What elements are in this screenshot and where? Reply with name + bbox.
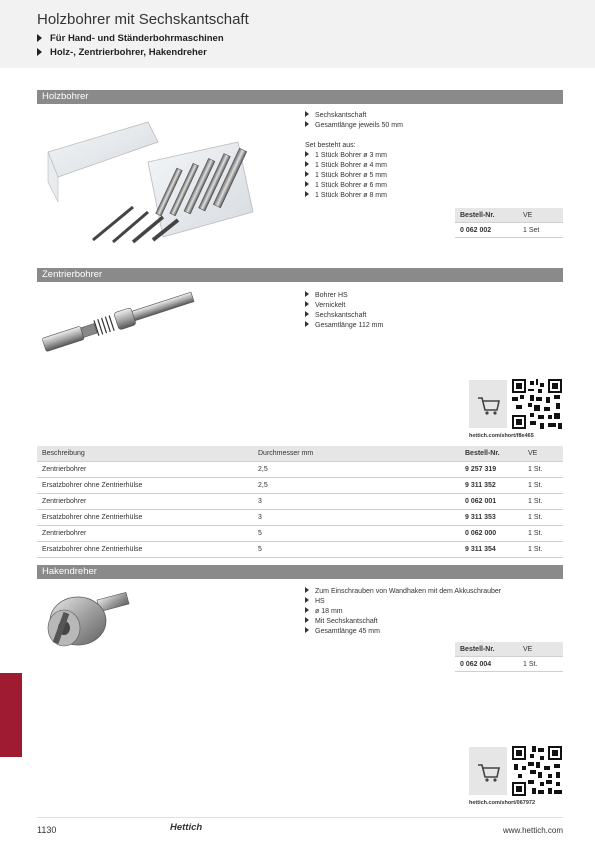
section-bar-hakendreher: Hakendreher [37, 565, 563, 579]
table-row [455, 657, 563, 672]
triangle-bullet-icon [305, 171, 309, 177]
hook-driver-image [40, 586, 135, 661]
shop-link[interactable] [469, 747, 507, 795]
cell-ve: 1 St. [523, 478, 563, 494]
header-order-number: Bestell-Nr. [455, 642, 518, 657]
short-url-hakendreher[interactable]: hettich.com/short/067972 [469, 800, 536, 806]
cell-description: Ersatzbohrer ohne Zentrierhülse [37, 542, 253, 558]
triangle-bullet-icon [305, 191, 309, 197]
brand-logo: Hettich [170, 822, 203, 833]
list-item: 1 Stück Bohrer ø 4 mm [305, 161, 387, 171]
table-header-row [455, 208, 563, 223]
header-ve: VE [518, 208, 563, 223]
triangle-bullet-icon [305, 321, 309, 327]
cell-order-number: 9 257 319 [460, 462, 523, 478]
ve-value: 1 St. [518, 657, 563, 672]
cell-ve: 1 St. [523, 526, 563, 542]
cell-ve: 1 St. [523, 542, 563, 558]
list-item: Gesamtlänge jeweils 50 mm [305, 121, 403, 131]
table-header-row [455, 642, 563, 657]
chapter-tab [0, 673, 22, 757]
subtitle-1: Für Hand- und Ständerbohrmaschinen [37, 33, 224, 44]
cell-description: Ersatzbohrer ohne Zentrierhülse [37, 478, 253, 494]
cell-order-number: 0 062 000 [460, 526, 523, 542]
triangle-bullet-icon [305, 121, 309, 127]
shop-link[interactable] [469, 380, 507, 428]
page-number: 1130 [37, 825, 57, 835]
shopping-cart-icon [469, 380, 507, 428]
cell-diameter: 5 [253, 526, 460, 542]
cell-ve: 1 St. [523, 494, 563, 510]
table-row [37, 542, 563, 558]
order-table-zentrierbohrer [37, 446, 563, 558]
order-number: 0 062 002 [455, 223, 518, 238]
table-row [37, 462, 563, 478]
website-link[interactable]: www.hettich.com [502, 826, 563, 835]
cell-diameter: 3 [253, 494, 460, 510]
footer-divider [37, 817, 563, 818]
list-item: Gesamtlänge 45 mm [305, 627, 501, 637]
center-drill-image [38, 288, 203, 353]
triangle-bullet-icon [305, 151, 309, 157]
list-item: 1 Stück Bohrer ø 8 mm [305, 191, 387, 201]
table-row [455, 223, 563, 238]
cell-diameter: 2,5 [253, 462, 460, 478]
cell-diameter: 3 [253, 510, 460, 526]
list-item: Sechskantschaft [305, 311, 383, 321]
triangle-bullet-icon [305, 617, 309, 623]
list-item: 1 Stück Bohrer ø 5 mm [305, 171, 387, 181]
drill-set-image [38, 112, 258, 252]
list-item: HS [305, 597, 501, 607]
set-items-list [305, 151, 387, 201]
table-row [37, 478, 563, 494]
cell-ve: 1 St. [523, 510, 563, 526]
cell-order-number: 9 311 353 [460, 510, 523, 526]
triangle-bullet-icon [305, 311, 309, 317]
header-order-number: Bestell-Nr. [455, 208, 518, 223]
list-item: Gesamtlänge 112 mm [305, 321, 383, 331]
cell-diameter: 2,5 [253, 478, 460, 494]
order-table-hakendreher [455, 642, 563, 672]
triangle-bullet-icon [305, 301, 309, 307]
triangle-bullet-icon [305, 181, 309, 187]
triangle-bullet-icon [37, 48, 42, 56]
triangle-bullet-icon [305, 627, 309, 633]
cell-description: Zentrierbohrer [37, 462, 253, 478]
list-item: Mit Sechskantschaft [305, 617, 501, 627]
table-row [37, 526, 563, 542]
header-order-number: Bestell-Nr. [460, 446, 523, 462]
list-item: Vernickelt [305, 301, 383, 311]
triangle-bullet-icon [305, 111, 309, 117]
page-header [0, 0, 595, 68]
subtitle-2: Holz-, Zentrierbohrer, Hakendreher [37, 47, 207, 58]
list-item: Zum Einschrauben von Wandhaken mit dem Akkuschrauber [305, 587, 501, 597]
shopping-cart-icon [469, 747, 507, 795]
list-item: 1 Stück Bohrer ø 6 mm [305, 181, 387, 191]
header-ve: VE [518, 642, 563, 657]
qr-code-icon[interactable] [512, 746, 562, 796]
cell-order-number: 9 311 352 [460, 478, 523, 494]
feature-list-hakendreher [305, 587, 501, 637]
list-item: Bohrer HS [305, 291, 383, 301]
list-item: Sechskantschaft [305, 111, 403, 121]
cell-order-number: 9 311 354 [460, 542, 523, 558]
cell-description: Zentrierbohrer [37, 494, 253, 510]
feature-list-zentrierbohrer [305, 291, 383, 331]
triangle-bullet-icon [305, 161, 309, 167]
cell-ve: 1 St. [523, 462, 563, 478]
list-item: 1 Stück Bohrer ø 3 mm [305, 151, 387, 161]
list-item: ø 18 mm [305, 607, 501, 617]
cell-diameter: 5 [253, 542, 460, 558]
triangle-bullet-icon [305, 587, 309, 593]
cell-description: Ersatzbohrer ohne Zentrierhülse [37, 510, 253, 526]
ve-value: 1 Set [518, 223, 563, 238]
table-row [37, 510, 563, 526]
set-label: Set besteht aus: [305, 142, 356, 149]
header-description: Beschreibung [37, 446, 253, 462]
short-url-zentrierbohrer[interactable]: hettich.com/short/f8e465 [469, 433, 534, 439]
section-bar-holzbohrer: Holzbohrer [37, 90, 563, 104]
cell-order-number: 0 062 001 [460, 494, 523, 510]
order-table-holzbohrer [455, 208, 563, 238]
page-title: Holzbohrer mit Sechskantschaft [37, 11, 249, 28]
table-header-row [37, 446, 563, 462]
feature-list-holzbohrer [305, 111, 403, 131]
order-number: 0 062 004 [455, 657, 518, 672]
qr-code-icon[interactable] [512, 379, 562, 429]
table-row [37, 494, 563, 510]
triangle-bullet-icon [37, 34, 42, 42]
triangle-bullet-icon [305, 607, 309, 613]
section-bar-zentrierbohrer: Zentrierbohrer [37, 268, 563, 282]
cell-description: Zentrierbohrer [37, 526, 253, 542]
header-ve: VE [523, 446, 563, 462]
triangle-bullet-icon [305, 291, 309, 297]
header-diameter: Durchmesser mm [253, 446, 460, 462]
triangle-bullet-icon [305, 597, 309, 603]
